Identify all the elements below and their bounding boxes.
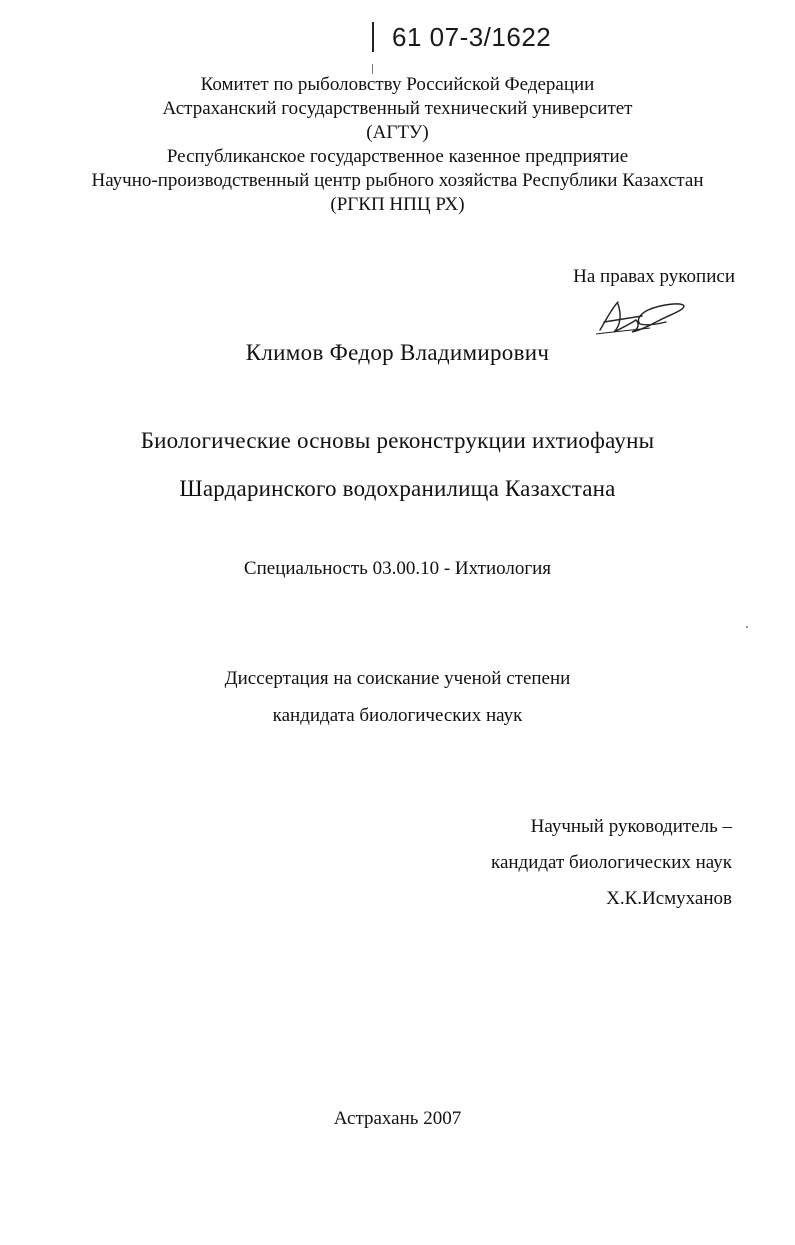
specialty: Специальность 03.00.10 - Ихтиология: [243, 558, 552, 579]
stamp-bar: [372, 22, 374, 52]
supervisor-degree: кандидат биологических наук: [491, 852, 732, 873]
thesis-title-line-1: Биологические основы реконструкции ихтиофауны: [140, 428, 655, 453]
manuscript-rights-note: На правах рукописи: [573, 266, 735, 287]
header-enterprise: Республиканское государственное казенное предприятие: [166, 146, 629, 167]
author-name: Климов Федор Владимирович: [245, 340, 550, 365]
header-university-abbr: (АГТУ): [366, 122, 429, 143]
dissertation-degree-line-2: кандидата биологических наук: [272, 705, 523, 726]
dissertation-degree-line-1: Диссертация на соискание ученой степени: [224, 668, 571, 689]
supervisor-name: Х.К.Исмуханов: [606, 888, 732, 909]
header-university: Астраханский государственный технический университет: [162, 98, 633, 119]
thesis-title-line-2: Шардаринского водохранилища Казахстана: [179, 476, 616, 501]
scan-speck: [746, 626, 748, 628]
header-research-center: Научно-производственный центр рыбного хозяйства Республики Казахстан: [91, 170, 704, 191]
header-ministry: Комитет по рыболовству Российской Федерации: [200, 74, 595, 95]
supervisor-role: Научный руководитель –: [530, 816, 732, 837]
header-research-center-abbr: (РГКП НПЦ РХ): [330, 194, 465, 215]
city-year: Астрахань 2007: [333, 1108, 462, 1129]
signature: [592, 294, 692, 336]
archive-stamp-number: 61 07-3/1622: [392, 22, 552, 52]
